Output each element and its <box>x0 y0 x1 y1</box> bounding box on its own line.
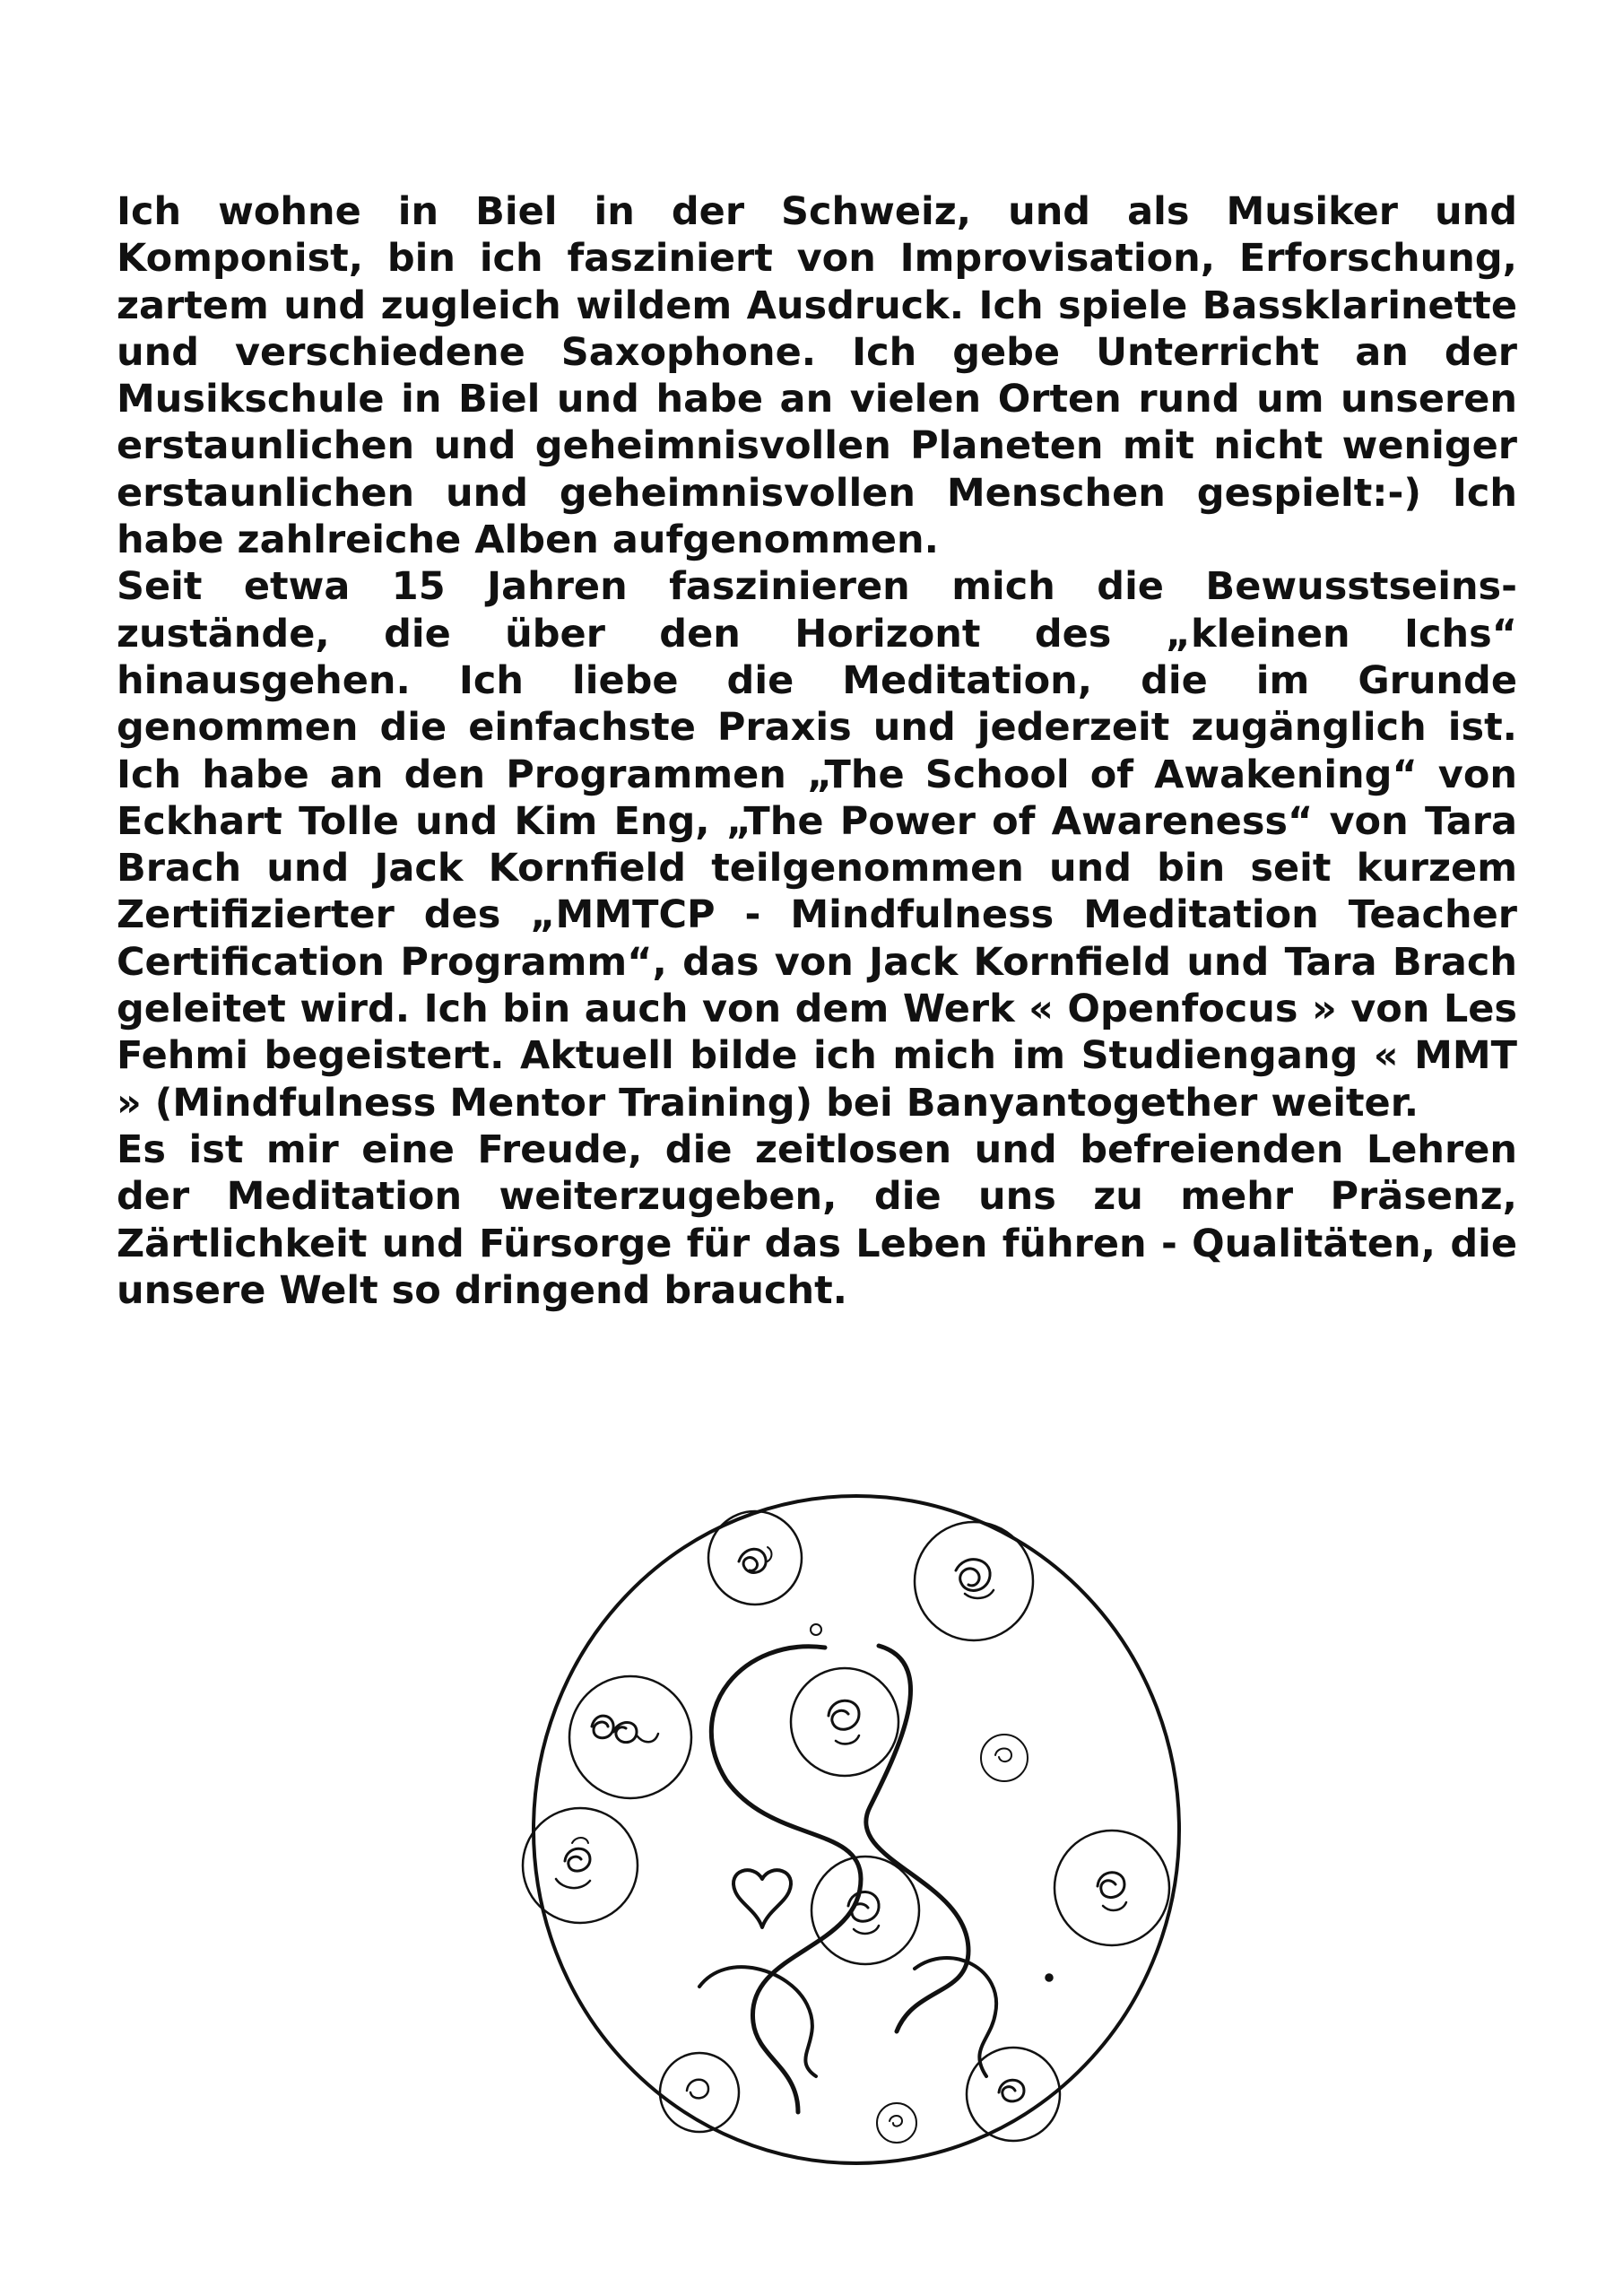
bubble-right-mid <box>1055 1831 1169 1945</box>
biography-text <box>117 188 1517 1314</box>
bubble-top-right <box>915 1522 1033 1640</box>
dot-small-top <box>811 1624 821 1635</box>
bubble-center <box>812 1857 919 1964</box>
paragraph-meditation: Seit etwa 15 Jahren faszinieren mich die Bewusstseins-zustände, die über den Horizont des „kleinen Ichs“ hinausgehen. Ich liebe die Meditation, die im Grunde genommen die einfachste Praxis und jederzeit zugänglich ist. Ich habe an den Programmen „The School of Awakening“ von Eckhart Tolle und Kim Eng, „The Power of Awareness“ von Tara Brach und Jack Kornfield teilgenommen und bin seit kurzem Zertifizierter des „MMTCP - Mindfulness Meditation Teacher Certification Programm“, das von Jack Kornfield und Tara Brach geleitet wird. Ich bin auch von dem Werk « Openfocus » von Les Fehmi begeistert. Aktuell bilde ich mich im Studiengang « MMT » (Mindfulness Mentor Training) bei Banyantogether weiter. <box>117 564 1517 1126</box>
bubble-right-small <box>981 1735 1028 1781</box>
mandala-circle-drawing <box>520 1484 1193 2175</box>
heart-icon <box>733 1870 791 1927</box>
bubble-mid-left <box>569 1676 691 1798</box>
bubble-top-left <box>708 1511 802 1605</box>
dot-small-right <box>1046 1974 1053 1981</box>
flowing-line-secondary <box>866 1646 968 2031</box>
bubble-center-top <box>791 1668 898 1776</box>
outer-circle <box>534 1496 1179 2163</box>
bubble-left-lower <box>523 1808 638 1923</box>
paragraph-intro: Ich wohne in Biel in der Schweiz, und als Musiker und Komponist, bin ich fasziniert von Improvisation, Erforschung, zartem und zugleich wildem Ausdruck. Ich spiele Bassklarinette und verschiedene Saxophone. Ich gebe Unterricht an der Musikschule in Biel und habe an vielen Orten rund um unseren erstaunlichen und geheimnisvollen Planeten mit nicht weniger erstaunlichen und geheimnisvollen Menschen gespielt:-) Ich habe zahlreiche Alben aufgenommen. <box>117 189 1517 563</box>
mandala-svg <box>520 1484 1193 2175</box>
paragraph-closing: Es ist mir eine Freude, die zeitlosen und befreienden Lehren der Meditation weiterzugeben, die uns zu mehr Präsenz, Zärtlichkeit und Fürsorge für das Leben führen - Qualitäten, die unsere Welt so dringend braucht. <box>117 1126 1517 1313</box>
flowing-line-lower <box>699 1967 816 2076</box>
bubble-bottom-center <box>877 2103 916 2143</box>
